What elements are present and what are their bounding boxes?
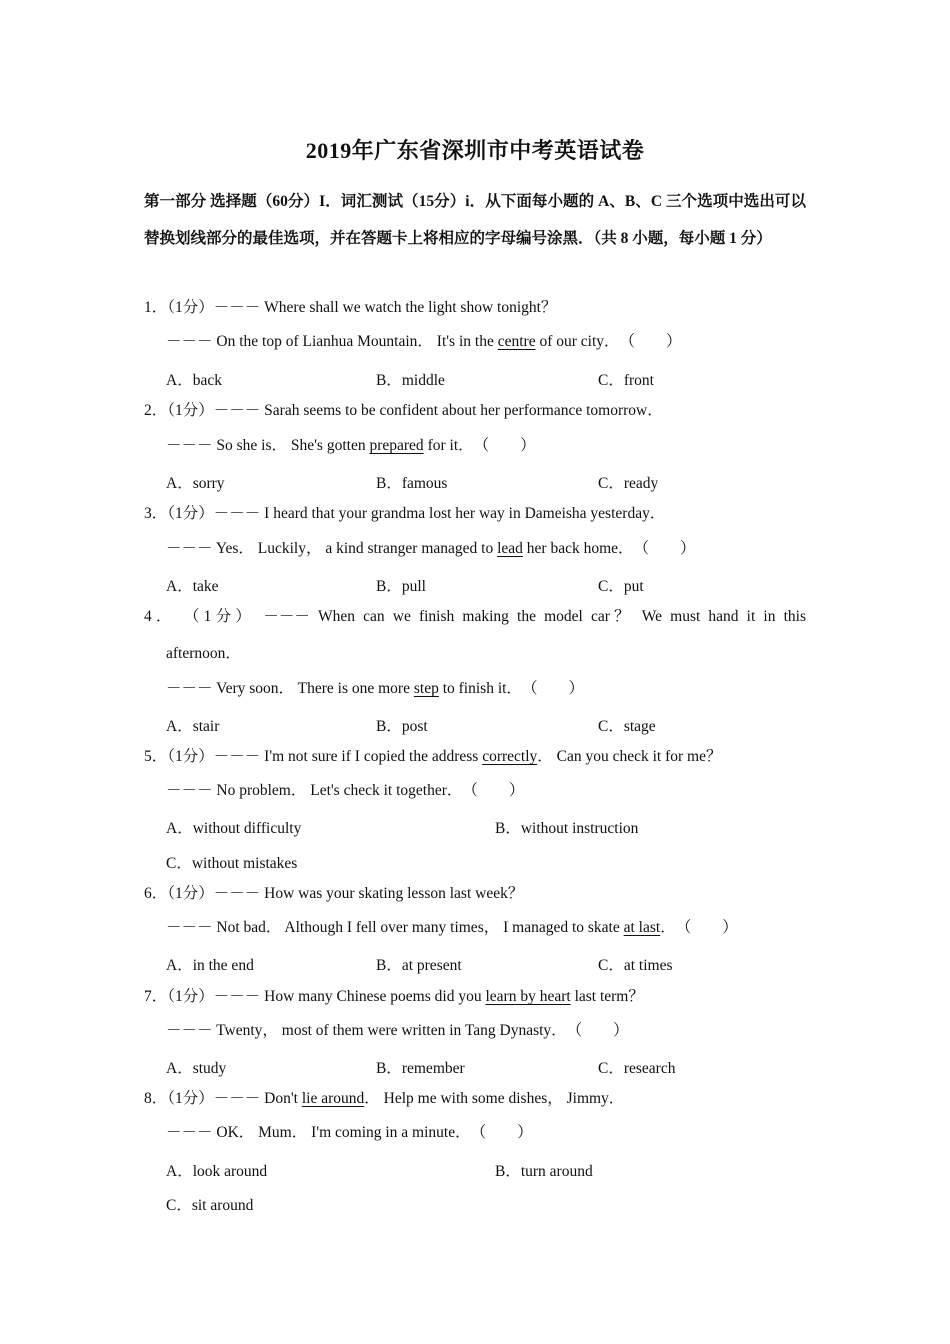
question-line-continued: afternoon． — [166, 645, 241, 662]
question-line: 2．（1分）－－－ Sarah seems to be confident about her performance tomorrow． — [144, 402, 663, 419]
answer-line: －－－ Very soon． There is one more step to finish it．（ ） — [166, 680, 584, 697]
option-a: A．in the end — [166, 957, 254, 974]
option-a: A．look around — [166, 1163, 268, 1180]
question-line: 6．（1分）－－－ How was your skating lesson last week？ — [144, 885, 524, 902]
option-c: C．front — [598, 372, 654, 389]
option-b: B．pull — [376, 578, 426, 595]
question-line: 1．（1分）－－－ Where shall we watch the light show tonight？ — [144, 299, 557, 316]
option-b: B．post — [376, 718, 428, 735]
option-c: C．research — [598, 1060, 676, 1077]
question-line: 5．（1分）－－－ I'm not sure if I copied the address correctly． Can you check it for me？ — [144, 748, 722, 765]
question-line: 3．（1分）－－－ I heard that your grandma lost her way in Dameisha yesterday． — [144, 505, 666, 522]
underlined-word: lead — [497, 540, 523, 557]
question-line: 4． （1分） －－－ When can we finish making the model car？ We must hand it in this — [144, 608, 807, 625]
answer-line: －－－ Yes． Luckily， a kind stranger managed to lead her back home．（ ） — [166, 540, 696, 557]
option-b: B．remember — [376, 1060, 465, 1077]
option-a: A．sorry — [166, 475, 225, 492]
option-a: A．without difficulty — [166, 820, 302, 837]
option-c: C．sit around — [166, 1197, 254, 1214]
option-b: B．middle — [376, 372, 445, 389]
question-line: 8．（1分）－－－ Don't lie around． Help me with some dishes， Jimmy． — [144, 1090, 625, 1107]
option-a: A．study — [166, 1060, 227, 1077]
underlined-word: at last — [623, 919, 661, 936]
underlined-word: step — [413, 680, 439, 697]
option-c: C．without mistakes — [166, 855, 298, 872]
answer-blank: （ ） — [521, 680, 584, 697]
option-a: A．take — [166, 578, 219, 595]
underlined-word: lie around — [301, 1090, 365, 1107]
answer-blank: （ ） — [473, 437, 536, 454]
option-a: A．back — [166, 372, 222, 389]
answer-line: －－－ Not bad． Although I fell over many times， I managed to skate at last．（ ） — [166, 919, 738, 936]
option-c: C．stage — [598, 718, 656, 735]
underlined-word: prepared — [369, 437, 424, 454]
question-line: 7．（1分）－－－ How many Chinese poems did you learn by heart last term？ — [144, 988, 644, 1005]
answer-blank: （ ） — [470, 1124, 533, 1141]
answer-line: －－－ Twenty， most of them were written in Tang Dynasty．（ ） — [166, 1022, 629, 1039]
answer-blank: （ ） — [675, 919, 738, 936]
answer-line: －－－ OK． Mum． I'm coming in a minute．（ ） — [166, 1124, 533, 1141]
underlined-word: learn by heart — [485, 988, 571, 1005]
option-b: B．turn around — [495, 1163, 593, 1180]
option-c: C．at times — [598, 957, 673, 974]
option-b: B．at present — [376, 957, 462, 974]
answer-blank: （ ） — [619, 333, 682, 350]
answer-blank: （ ） — [566, 1022, 629, 1039]
option-c: C．put — [598, 578, 644, 595]
section-instructions: 第一部分 选择题（60分）I．词汇测试（15分）i．从下面每小题的 A、B、C 三个选项中选出可以替换划线部分的最佳选项，并在答题卡上将相应的字母编号涂黑．（共 8 小题，每小题 1 分） — [144, 193, 806, 247]
option-c: C．ready — [598, 475, 659, 492]
option-b: B．without instruction — [495, 820, 639, 837]
underlined-word: centre — [497, 333, 536, 350]
answer-line: －－－ On the top of Lianhua Mountain． It's in the centre of our city．（ ） — [166, 333, 682, 350]
answer-blank: （ ） — [462, 782, 525, 799]
answer-line: －－－ No problem． Let's check it together．（ ） — [166, 782, 525, 799]
option-a: A．stair — [166, 718, 220, 735]
underlined-word: correctly — [482, 748, 538, 765]
answer-line: －－－ So she is． She's gotten prepared for it．（ ） — [166, 437, 536, 454]
answer-blank: （ ） — [633, 540, 696, 557]
page-title: 2019年广东省深圳市中考英语试卷 — [305, 138, 645, 163]
option-b: B．famous — [376, 475, 448, 492]
